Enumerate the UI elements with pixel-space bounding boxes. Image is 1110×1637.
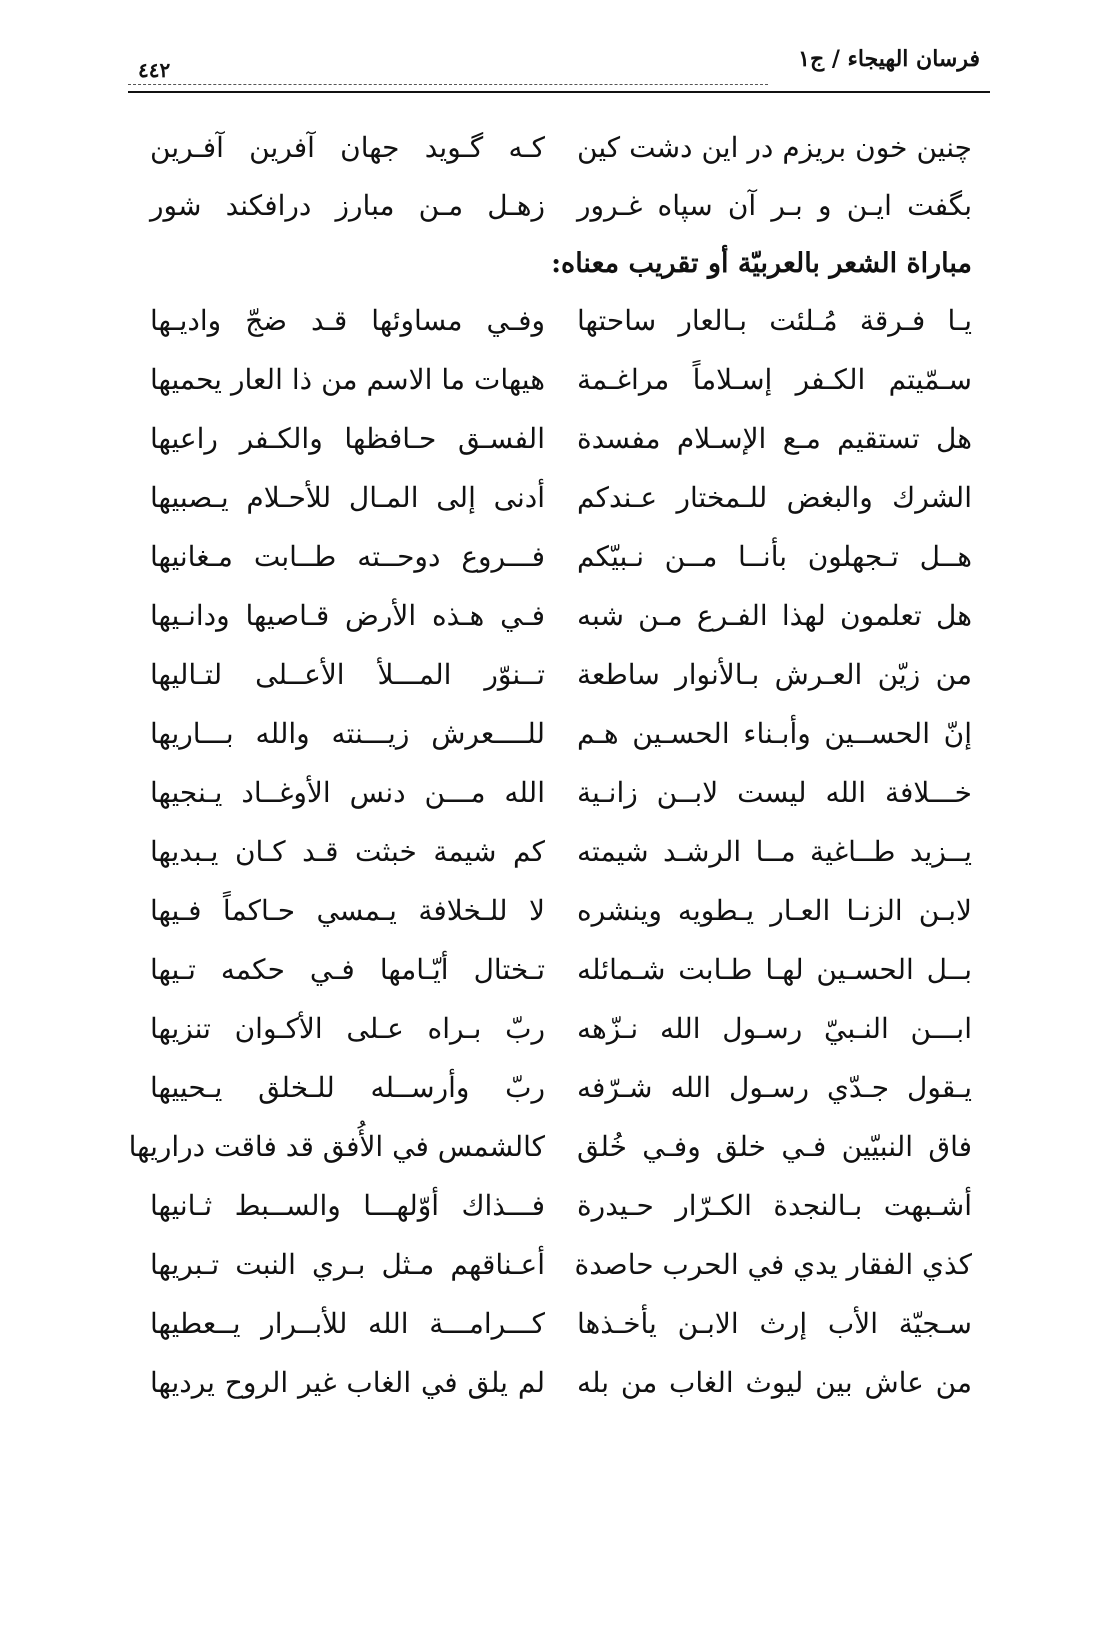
section-subheading: مباراة الشعر بالعربيّة أو تقريب معناه:	[551, 248, 972, 279]
page-header	[128, 40, 990, 96]
first-hemistich: سـجيّة الأب إرث الابـن يأخـذها	[577, 1307, 972, 1340]
second-hemistich: زهـل مـن مبارز درافكند شور	[150, 189, 545, 222]
second-hemistich: الفسـق حـافظها والكـفر راعيها	[150, 422, 545, 455]
verse-row	[150, 186, 972, 226]
second-hemistich: ربّ وأرســله للـخلق يـحييها	[150, 1071, 545, 1104]
header-rule	[128, 91, 990, 93]
first-hemistich: خـــلافة الله ليست لابــن زانـية	[577, 776, 972, 809]
page-number: ٤٤٢	[138, 58, 171, 82]
second-hemistich: وفـي مساوئها قـد ضجّ واديـها	[150, 304, 545, 337]
verse-row	[150, 596, 972, 636]
second-hemistich: فـــذاك أوّلهـــا والســبط ثـانيها	[150, 1189, 545, 1222]
verse-row	[150, 891, 972, 931]
verse-row	[150, 773, 972, 813]
second-hemistich: لا للـخلافة يـمسي حـاكماً فـيها	[150, 894, 545, 927]
first-hemistich: هل تستقيم مـع الإسـلام مفسدة	[577, 422, 972, 455]
verse-row	[150, 950, 972, 990]
first-hemistich: يـا فـرقة مُـلئت بـالعار ساحتها	[577, 304, 972, 337]
second-hemistich: كـه گـويد جهان آفرين آفـرين	[150, 131, 545, 164]
verse-row	[150, 301, 972, 341]
first-hemistich: سـمّيتم الكـفر إسـلاماً مراغـمة	[577, 363, 972, 396]
second-hemistich: كم شيمة خبثت قـد كـان يـبديها	[150, 835, 545, 868]
first-hemistich: أشـبهت بـالنجدة الكـرّار حـيدرة	[577, 1189, 972, 1222]
first-hemistich: بــل الحسـين لهـا طـابت شـمائله	[577, 953, 972, 986]
first-hemistich: الشرك والبغض للـمختار عـندكم	[577, 481, 972, 514]
first-hemistich: ابـــن النـبيّ رسـول الله نـزّهه	[577, 1012, 972, 1045]
second-hemistich: أعـناقهم مـثل بـري النبت تـبريها	[150, 1248, 545, 1281]
second-hemistich: فـي هـذه الأرض قـاصيها ودانـيها	[150, 599, 545, 632]
first-hemistich: هــل تـجهلون بأنــا مــن نـبيّكم	[577, 540, 972, 573]
verse-row	[150, 714, 972, 754]
first-hemistich: لابـن الزنـا العـار يـطويه وينشره	[577, 894, 972, 927]
first-hemistich: بگفت ايـن و بـر آن سپاه غـرور	[577, 189, 972, 222]
second-hemistich: للــــعرش زيـــنته والله بـــاريها	[150, 717, 545, 750]
verse-row	[150, 1068, 972, 1108]
verse-row	[150, 360, 972, 400]
second-hemistich: أدنى إلى المـال للأحـلام يـصبيها	[150, 481, 545, 514]
second-hemistich: فـــروع دوحــته طــابت مـغانيها	[150, 540, 545, 573]
verse-row	[150, 1304, 972, 1344]
verse-row	[150, 478, 972, 518]
first-hemistich: يــزيد طــاغية مــا الرشـد شيمته	[577, 835, 972, 868]
second-hemistich: تــنوّر المـــلأ الأعــلى لتـاليها	[150, 658, 545, 691]
second-hemistich: كالشمس في الأُفق قد فاقت دراريها	[128, 1130, 545, 1163]
second-hemistich: لم يلق في الغاب غير الروح يرديها	[150, 1366, 545, 1399]
verse-row	[150, 1186, 972, 1226]
verse-row	[150, 419, 972, 459]
first-hemistich: من زيّن العـرش بـالأنوار ساطعة	[577, 658, 972, 691]
verse-row	[150, 128, 972, 168]
second-hemistich: كـــرامـــة الله للأبــرار يــعطيها	[150, 1307, 545, 1340]
first-hemistich: چنين خون بريزم در اين دشت كين	[577, 131, 972, 164]
verse-row	[150, 832, 972, 872]
second-hemistich: الله مـــن دنس الأوغــاد يـنجيها	[150, 776, 545, 809]
first-hemistich: فاق النبيّين فـي خلق وفـي خُلق	[577, 1130, 972, 1163]
verse-row	[150, 1009, 972, 1049]
verse-row	[150, 537, 972, 577]
running-title: فرسان الهيجاء / ج١	[798, 46, 980, 72]
first-hemistich: إنّ الحســين وأبـناء الحسـين هـم	[577, 717, 972, 750]
verse-row	[150, 655, 972, 695]
first-hemistich: من عاش بين ليوث الغاب من بله	[577, 1366, 972, 1399]
first-hemistich: هل تعلمون لهذا الفـرع مـن شبه	[577, 599, 972, 632]
second-hemistich: هيهات ما الاسم من ذا العار يحميها	[150, 363, 545, 396]
verse-row	[150, 1363, 972, 1403]
first-hemistich: يـقول جـدّي رسـول الله شـرّفه	[577, 1071, 972, 1104]
verse-row	[150, 1245, 972, 1285]
header-dashed-rule	[128, 84, 768, 85]
verse-row	[128, 1127, 972, 1167]
second-hemistich: تـختال أيّـامها فـي حكمه تـيها	[150, 953, 545, 986]
first-hemistich: كذي الفقار يدي في الحرب حاصدة	[574, 1248, 972, 1281]
second-hemistich: ربّ بـراه عـلى الأكـوان تنزيها	[150, 1012, 545, 1045]
